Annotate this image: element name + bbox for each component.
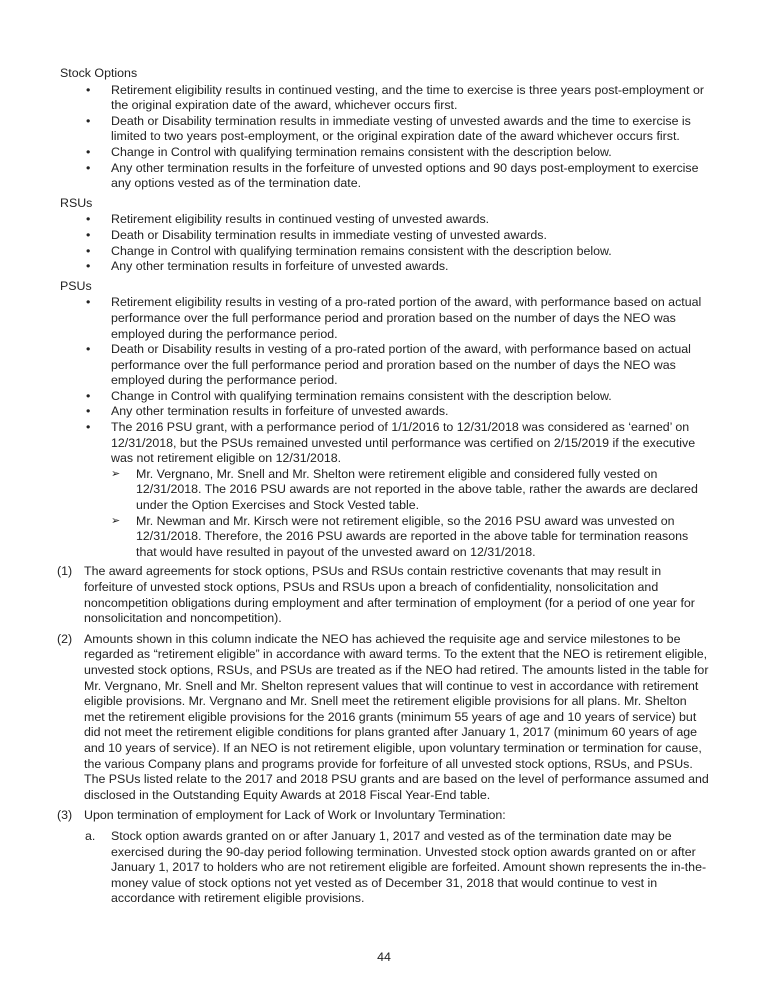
footnote [57,632,709,804]
bullet-icon: • [86,259,91,274]
list-item-text: The 2016 PSU grant, with a performance period of 1/1/2016 to 12/31/2018 was considered as ‘earned’ on 12/31/2018, but the PSUs remained unvested until performance was certified on 2/15/2019 if the executive was not retirement eligible on 12/31/2018. [111,420,696,466]
arrow-bullet-icon: ➢ [111,467,121,480]
list-item [60,228,712,244]
bullet-icon: • [86,295,91,310]
list-item-text: Retirement eligibility results in continued vesting of unvested awards. [111,212,490,227]
list-item-text: Any other termination results in forfeiture of unvested awards. [111,404,449,419]
bullet-icon: • [86,388,91,403]
bullet-icon: • [86,144,91,159]
section-heading: RSUs [60,195,93,210]
sub-list-item-text: Mr. Vergnano, Mr. Snell and Mr. Shelton were retirement eligible and considered fully vested on 12/31/2018. The 2016 PSU awards are not reported in the above table, rather the awards are declared under the Option Exercises and Stock Vested table. [136,466,698,513]
bullet-list [60,212,712,274]
list-item [60,212,712,228]
arrow-bullet-icon: ➢ [111,514,121,527]
footnote-sub-list [84,829,709,907]
section-stock-options [60,66,712,192]
section-rsus [60,196,712,275]
list-item-text: Any other termination results in forfeiture of unvested awards. [111,259,449,274]
sub-list-item-text: Mr. Newman and Mr. Kirsch were not retirement eligible, so the 2016 PSU award was unvested on 12/31/2018. Therefore, the 2016 PSU awards are reported in the above table for termination reasons that would have resulted in payout of the unvested award on 12/31/2018. [136,513,689,559]
bullet-icon: • [86,420,91,435]
sub-list-item [111,514,712,561]
list-item-text: Change in Control with qualifying termination remains consistent with the description below. [111,388,612,403]
footnote-sub-marker: a. [85,828,96,843]
list-item-text: Death or Disability termination results in immediate vesting of unvested awards. [111,227,547,242]
footnote-text: Amounts shown in this column indicate the NEO has achieved the requisite age and service milestones to be regarded as “retirement eligible” in accordance with award terms. To the extent that the NEO is retirement eligible, unvested stock options, RSUs, and PSUs are treated as if the NEO had retired. The amounts listed in the table for Mr. Vergnano, Mr. Snell and Mr. Shelton represent values that will continue to vest in accordance with retirement eligible provisions. Mr. Vergnano and Mr. Snell meet the retirement eligible provisions for all plans. Mr. Shelton met the retirement eligible provisions for the 2016 grants (minimum 55 years of age and 10 years of service) but did not meet the retirement eligible conditions for plans granted after January 1, 2017 (minimum 60 years of age and 10 years of service). If an NEO is not retirement eligible, upon voluntary termination or termination for cause, the various Company plans and programs provide for forfeiture of all unvested stock options, RSUs, and PSUs. The PSUs listed relate to the 2017 and 2018 PSU grants and are based on the level of performance assumed and disclosed in the Outstanding Equity Awards at 2018 Fiscal Year-End table. [84,631,709,802]
list-item [60,404,712,420]
list-item-text: Change in Control with qualifying termination remains consistent with the description below. [111,243,612,258]
bullet-icon: • [86,113,91,128]
bullet-list [60,83,712,192]
bullet-icon: • [86,160,91,175]
footnote-sub-text: Stock option awards granted on or after January 1, 2017 and vested as of the termination date may be exercised during the 90-day period following termination. Unvested stock option awards granted on or after January 1, 2017 to holders who are not retirement eligible are forfeited. Amount shown represents the in-the-money value of stock options not yet vested as of December 31, 2018 that would continue to vest in accordance with retirement eligible provisions. [111,828,707,906]
list-item-text: Death or Disability results in vesting of a pro-rated portion of the award, with performance based on actual performance over the full performance period and proration based on the number of days the NEO was employed during the performance period. [111,342,691,388]
list-item-text: Change in Control with qualifying termination remains consistent with the description below. [111,144,612,159]
bullet-icon: • [86,227,91,242]
section-psus [60,279,712,561]
document-body [57,66,712,912]
list-item [60,259,712,275]
footnote-marker: (2) [57,631,73,646]
footnote-text: Upon termination of employment for Lack of Work or Involuntary Termination: [84,808,506,823]
bullet-icon: • [86,243,91,258]
footnote-text: The award agreements for stock options, PSUs and RSUs contain restrictive covenants that may result in forfeiture of unvested stock options, PSUs and RSUs upon a breach of confidentiality, nonsolicitation and noncompetition obligations during employment and after termination of employment (for a period of one year for nonsolicitation and noncompetition). [84,564,695,626]
list-item-text: Any other termination results in the forfeiture of unvested options and 90 days post-employment to exercise any options vested as of the termination date. [111,160,699,191]
page-number: 44 [377,950,391,964]
sub-bullet-list [111,467,712,561]
bullet-icon: • [86,82,91,97]
list-item [60,161,712,192]
footnote [57,564,709,626]
list-item [60,420,712,560]
list-item [60,295,712,342]
footnotes [57,564,709,906]
sub-list-item [111,467,712,514]
bullet-icon: • [86,212,91,227]
list-item [60,145,712,161]
list-item [60,389,712,405]
footnote [57,808,709,907]
list-item-text: Retirement eligibility results in vesting of a pro-rated portion of the award, with performance based on actual performance over the full performance period and proration based on the number of days the NEO was employed during the performance period. [111,295,702,341]
section-heading: Stock Options [60,66,138,80]
list-item-text: Retirement eligibility results in continued vesting, and the time to exercise is three years post-employment or the original expiration date of the award, whichever occurs first. [111,82,704,113]
section-heading: PSUs [60,278,92,293]
bullet-list [60,295,712,560]
list-item [60,342,712,389]
footnote-marker: (1) [57,564,73,579]
list-item [60,114,712,145]
bullet-icon: • [86,404,91,419]
list-item-text: Death or Disability termination results in immediate vesting of unvested awards and the time to exercise is limited to two years post-employment, or the original expiration date of the award whichever occurs first. [111,113,691,144]
footnote-sub-item [84,829,709,907]
bullet-icon: • [86,342,91,357]
list-item [60,244,712,260]
list-item [60,83,712,114]
footnote-marker: (3) [57,808,73,823]
